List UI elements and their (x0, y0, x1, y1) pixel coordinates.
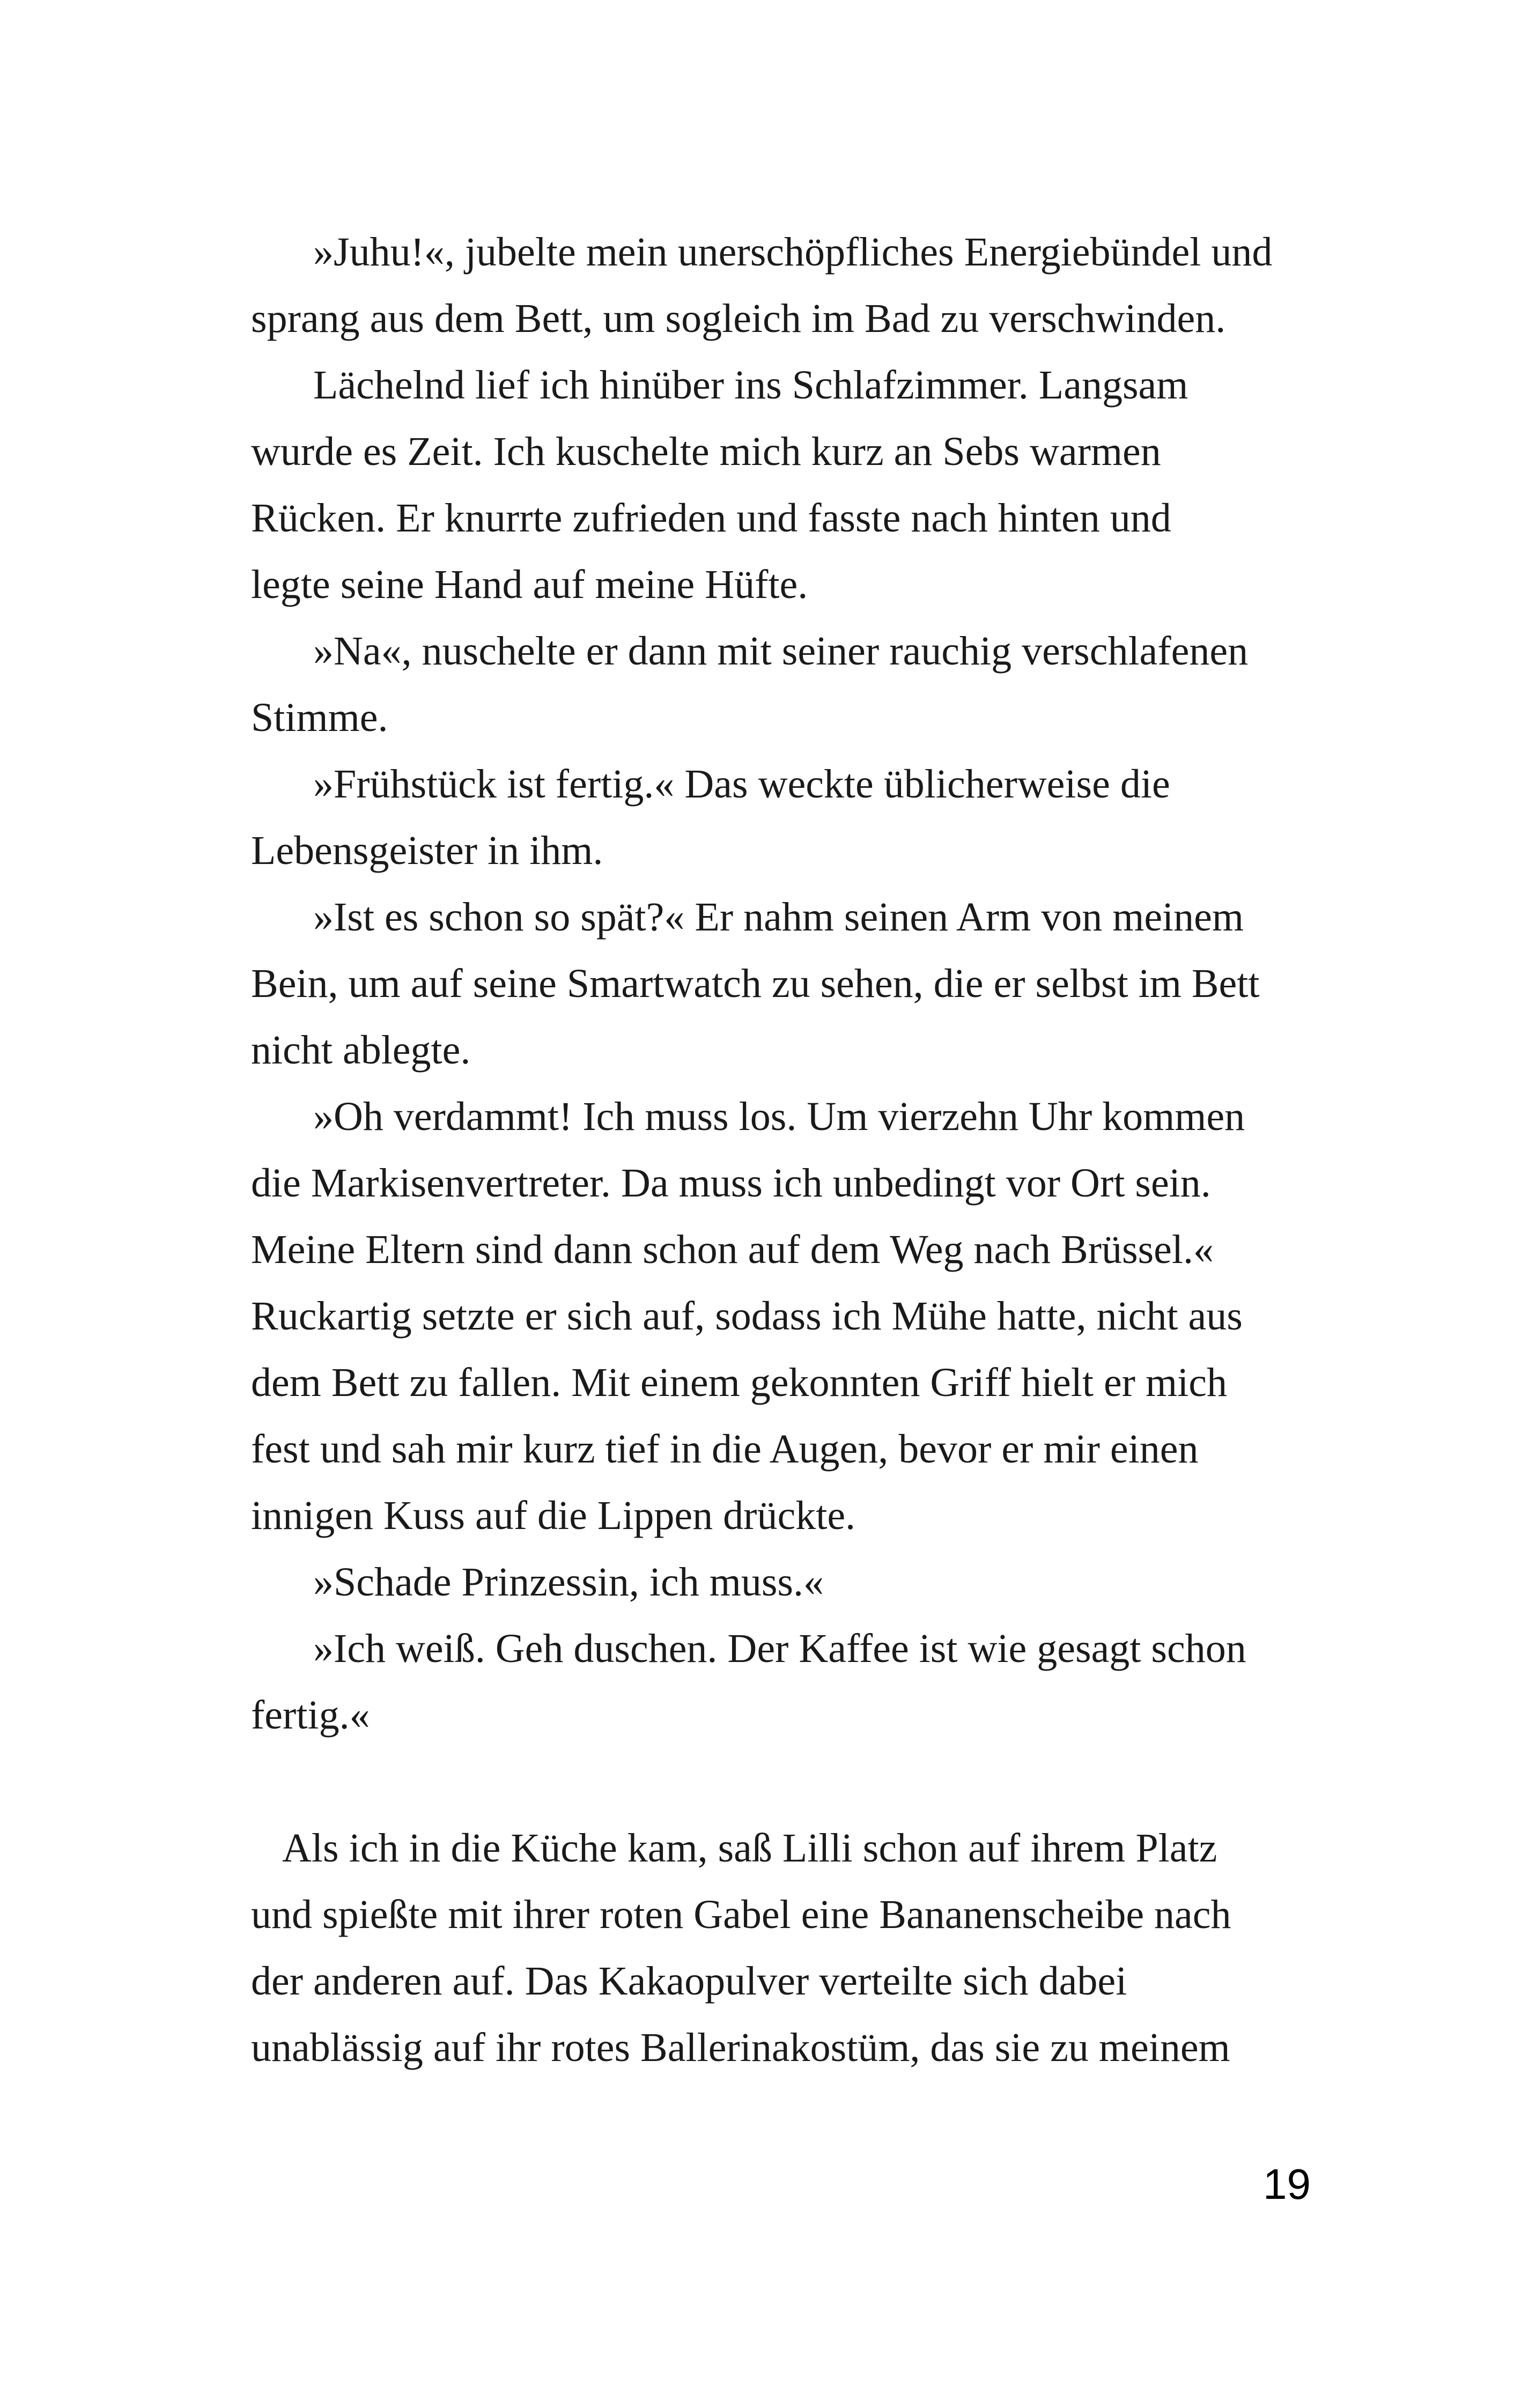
text-line: »Frühstück ist fertig.« Das weckte üblicherweise die (313, 762, 1170, 807)
text-line: Als ich in die Küche kam, saß Lilli schon auf ihrem Platz (282, 1826, 1217, 1871)
text-line: legte seine Hand auf meine Hüfte. (251, 562, 808, 607)
section-break (251, 1748, 1313, 1815)
page-number: 19 (1263, 2160, 1311, 2208)
text-line: Lebensgeister in ihm. (251, 828, 603, 873)
text-line: »Juhu!«, jubelte mein unerschöpfliches Energiebündel und (313, 230, 1273, 275)
text-line: nicht ablegte. (251, 1028, 471, 1073)
text-line: »Schade Prinzessin, ich muss.« (313, 1560, 824, 1605)
text-line: Bein, um auf seine Smartwatch zu sehen, die er selbst im Bett (251, 961, 1260, 1006)
text-line: »Na«, nuschelte er dann mit seiner rauchig verschlafenen (313, 629, 1249, 674)
text-line: unablässig auf ihr rotes Ballerinakostüm, das sie zu meinem (251, 2025, 1230, 2070)
text-line: Ruckartig setzte er sich auf, sodass ich Mühe hatte, nicht aus (251, 1294, 1243, 1339)
text-line: »Ist es schon so spät?« Er nahm seinen Arm von meinem (313, 895, 1244, 940)
text-line: sprang aus dem Bett, um sogleich im Bad zu verschwinden. (251, 296, 1226, 341)
text-line: »Oh verdammt! Ich muss los. Um vierzehn Uhr kommen (313, 1094, 1245, 1139)
body-text (251, 219, 1313, 2081)
text-line: der anderen auf. Das Kakaopulver verteilte sich dabei (251, 1959, 1127, 2004)
text-line: und spießte mit ihrer roten Gabel eine Bananenscheibe nach (251, 1892, 1231, 1937)
text-line: wurde es Zeit. Ich kuschelte mich kurz an Sebs warmen (251, 429, 1161, 474)
text-line: Lächelnd lief ich hinüber ins Schlafzimmer. Langsam (313, 363, 1188, 408)
text-line: fest und sah mir kurz tief in die Augen, bevor er mir einen (251, 1427, 1199, 1472)
text-line: Meine Eltern sind dann schon auf dem Weg nach Brüssel.« (251, 1227, 1214, 1272)
text-line: fertig.« (251, 1693, 370, 1738)
text-line: Stimme. (251, 695, 388, 740)
text-line: »Ich weiß. Geh duschen. Der Kaffee ist wie gesagt schon (313, 1626, 1246, 1671)
text-line: innigen Kuss auf die Lippen drückte. (251, 1493, 856, 1538)
text-line: dem Bett zu fallen. Mit einem gekonnten Griff hielt er mich (251, 1360, 1227, 1405)
text-line: die Markisenvertreter. Da muss ich unbedingt vor Ort sein. (251, 1161, 1211, 1206)
text-line: Rücken. Er knurrte zufrieden und fasste nach hinten und (251, 496, 1171, 541)
